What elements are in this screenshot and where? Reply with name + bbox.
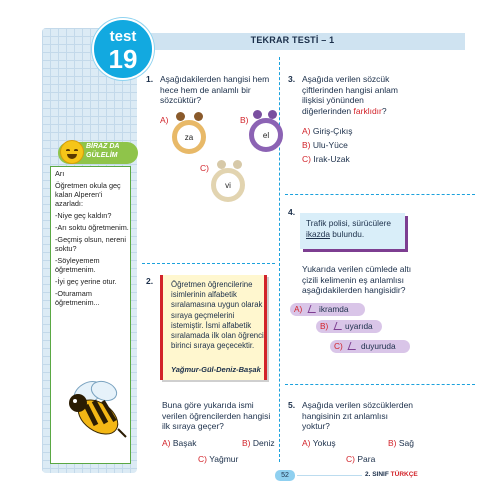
header-bar: [120, 33, 465, 50]
q1-option-b[interactable]: B): [240, 115, 249, 125]
badge-number: 19: [108, 44, 138, 74]
q4-sentence-box: [300, 213, 405, 249]
laughing-face-icon: [60, 140, 84, 164]
joke-line: -Oturamam öğretmenim...: [55, 288, 100, 308]
section-divider: [285, 194, 475, 195]
q5-option-c[interactable]: C) Para: [346, 454, 376, 464]
highlight-mark-icon: [334, 322, 345, 330]
sheep-ring-icon: [211, 168, 245, 202]
q1-option-c-text: vi: [225, 181, 231, 190]
q4-number: 4.: [288, 207, 296, 217]
highlight-mark-icon: [348, 342, 359, 350]
q2-option-a[interactable]: A) Başak: [162, 438, 197, 448]
bear-ear: [194, 112, 203, 121]
badge-word: test: [109, 28, 137, 45]
q3-text: Aşağıda verilen sözcük çiftlerinden hangisi anlam ilişkisi yönünden diğerlerinden farklıdır?: [302, 74, 398, 116]
q2-question: Buna göre yukarıda ismi verilen öğrencilerden hangisi ilk sıraya geçer?: [162, 400, 271, 431]
footer-line: [297, 475, 362, 476]
joke-line: Arı: [55, 169, 65, 178]
q1-option-b-text: el: [262, 131, 270, 140]
q5-option-b[interactable]: B) Sağ: [388, 438, 414, 448]
q2-info-box: [160, 275, 267, 380]
joke-line: -İyi geç yerine otur.: [55, 276, 117, 286]
q1-option-a-text: za: [184, 133, 194, 142]
joke-line: -Arı soktu öğretmenim.: [55, 222, 129, 232]
sheep-ear: [233, 160, 242, 169]
q2-option-b[interactable]: B) Deniz: [242, 438, 275, 448]
section-divider: [285, 384, 475, 385]
bee-icon: [60, 373, 134, 447]
q4-question: Yukarıda verilen cümlede altı çizili kelimenin eş anlamlısı aşağıdakilerden hangisidir?: [302, 264, 412, 295]
joke-text: [55, 169, 129, 310]
q4-option-b[interactable]: B) uyarıda: [316, 320, 382, 333]
cat-ring-icon: [249, 118, 283, 152]
q3-option-b[interactable]: B) Ulu-Yüce: [302, 140, 348, 150]
q2-names: Yağmur-Gül-Deniz-Başak: [171, 365, 261, 374]
fun-title-line1: BİRAZ DA: [86, 143, 120, 150]
column-divider: [279, 57, 280, 462]
q2-box-text: Öğretmen öğrencilerine isimlerinin alfabetik sıralamasına uygun olarak sıraya geçmelerini istemiştir. İsmi alfabetik sıralamada ilk olan öğrenci birinci sıraya geçecektir.: [171, 280, 264, 351]
q3-number: 3.: [288, 74, 296, 84]
joke-line: -Söyleyemem öğretmenim.: [55, 255, 100, 275]
bear-ring-icon: [172, 120, 206, 154]
footer-grade: 2. SINIF TÜRKÇE: [365, 471, 418, 478]
q5-number: 5.: [288, 400, 296, 410]
q2-number: 2.: [146, 276, 154, 286]
highlight-mark-icon: [308, 305, 319, 313]
q1-text: Aşağıdakilerden hangisi hem hece hem de anlamlı bir sözcüktür?: [160, 74, 270, 105]
q4-option-c[interactable]: C) duyuruda: [330, 340, 410, 353]
q3-emphasis: farklıdır: [353, 105, 382, 116]
q1-option-c[interactable]: C): [200, 163, 209, 173]
header-title: TEKRAR TESTİ – 1: [250, 35, 335, 45]
q3-option-c[interactable]: C) Irak-Uzak: [302, 154, 350, 164]
q4-sentence: Trafik polisi, sürücülere ikazda bulundu.: [306, 218, 391, 239]
q4-option-a[interactable]: A) ikramda: [290, 303, 365, 316]
q5-question: Aşağıda verilen sözcüklerden hangisinin zıt anlamlısı yoktur?: [302, 400, 414, 431]
q3-option-a[interactable]: A) Giriş-Çıkış: [302, 126, 353, 136]
q1-number: 1.: [146, 74, 154, 84]
joke-line: -Geçmiş olsun, nereni soktu?: [55, 234, 126, 254]
q2-option-c[interactable]: C) Yağmur: [198, 454, 239, 464]
section-divider: [142, 263, 275, 264]
q1-option-a[interactable]: A): [160, 115, 169, 125]
fun-title-line2: GÜLELİM: [86, 152, 118, 159]
underlined-word: ikazda: [306, 229, 330, 239]
page-number: 52: [275, 470, 295, 481]
q5-option-a[interactable]: A) Yokuş: [302, 438, 336, 448]
joke-line: Öğretmen okula geç kalan Alperen'i azarladı:: [55, 180, 121, 209]
joke-line: -Niye geç kaldın?: [55, 211, 112, 221]
test-badge: [92, 18, 154, 80]
